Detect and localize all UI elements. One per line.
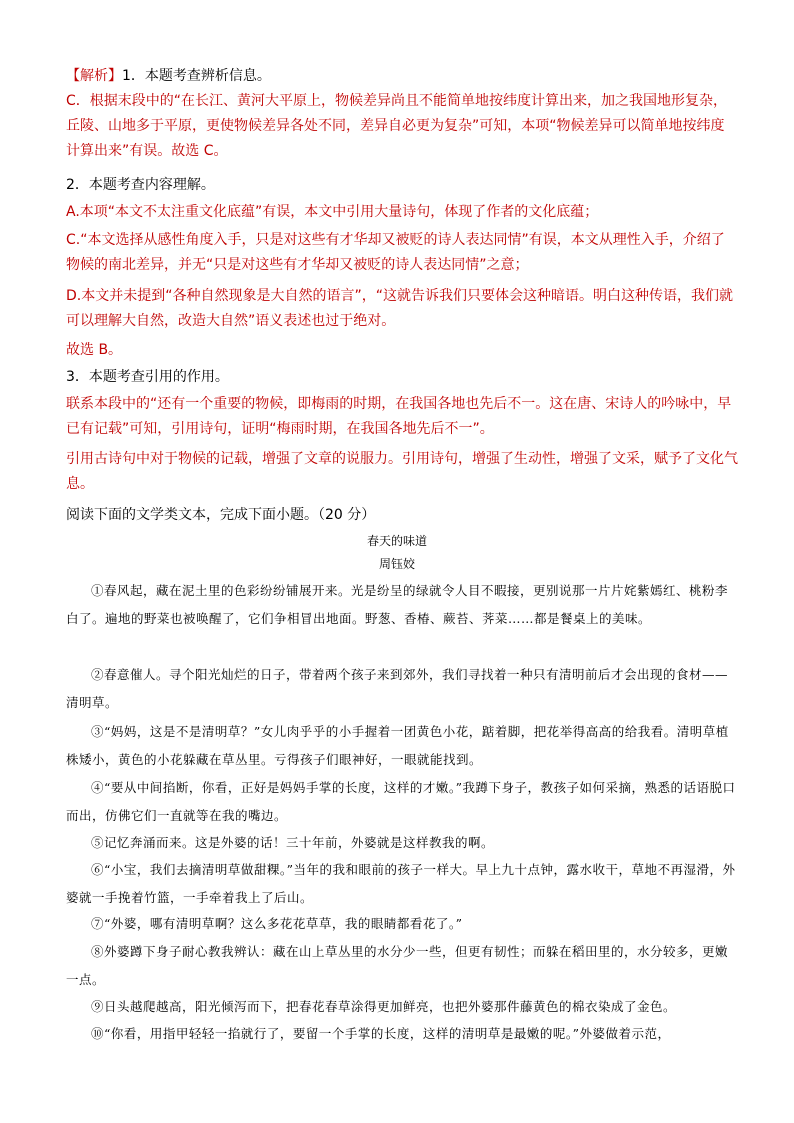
analysis-q3-effect: 引用古诗句中对于物候的记载，增强了文章的说服力。引用诗句，增强了生动性，增强了文采，赋予了文化气息。 [66,451,738,492]
analysis-q3-intro: 3．本题考查引用的作用。 [66,369,229,385]
analysis-q1-body: C．根据末段中的“在长江、黄河大平原上，物候差异尚且不能简单地按纬度计算出来，加之我国地形复杂，丘陵、山地多于平原，更使物候差异各处不同，差异自必更为复杂”可知，本项“物候差异可以简单地按纬度计算出来”有误。故选 C。 [66,93,728,159]
analysis-q2-option-d: D.本文并未提到“各种自然现象是大自然的语言”，“这就告诉我们只要体会这种暗语。明白这种传语，我们就可以理解大自然，改造大自然”语义表述也过于绝对。 [66,288,733,329]
story-paragraph-10: ⑩“你看，用指甲轻轻一掐就行了，要留一个手掌的长度，这样的清明草是最嫩的呢。”外婆做着示范， [91,1026,671,1041]
story-paragraph-2: ②春意催人。寻个阳光灿烂的日子，带着两个孩子来到郊外，我们寻找着一种只有清明前后才会出现的食材——清明草。 [66,667,729,710]
analysis-q2-answer: 故选 B。 [66,342,123,358]
story-paragraph-5: ⑤记忆奔涌而来。这是外婆的话！三十年前，外婆就是这样教我的啊。 [91,835,495,850]
analysis-q2-option-a: A.本项“本文不太注重文化底蕴”有误，本文中引用大量诗句，体现了作者的文化底蕴； [66,204,599,220]
story-paragraph-7: ⑦“外婆，哪有清明草啊？这么多花花草草，我的眼睛都看花了。” [91,916,463,931]
story-title: 春天的味道 [366,534,427,548]
analysis-q3-body: 联系本段中的“还有一个重要的物候，即梅雨的时期，在我国各地也先后不一。这在唐、宋诗人的吟咏中，早已有记载”可知，引用诗句，证明“梅雨时期，在我国各地先后不一”。 [66,396,732,437]
analysis-q2-intro: 2．本题考查内容理解。 [66,177,215,193]
analysis-q1-intro-text: 1．本题考查辨析信息。 [122,68,271,84]
story-paragraph-8: ⑧外婆蹲下身子耐心教我辨认：藏在山上草丛里的水分少一些，但更有韧性；而躲在稻田里的，水分较多，更嫩一点。 [66,944,729,987]
story-paragraph-4: ④“要从中间掐断，你看，正好是妈妈手掌的长度，这样的才嫩。”我蹲下身子，教孩子如何采摘，熟悉的话语脱口而出，仿佛它们一直就等在我的嘴边。 [66,780,736,823]
story-paragraph-6: ⑥“小宝，我们去摘清明草做甜粿。”当年的我和眼前的孩子一样大。早上九十点钟，露水收干，草地不再湿滑，外婆就一手挽着竹篮，一手牵着我上了后山。 [66,862,736,905]
story-paragraph-9: ⑨日头越爬越高，阳光倾泻而下，把春花春草涂得更加鲜亮，也把外婆那件藤黄色的棉衣染成了金色。 [91,999,677,1014]
analysis-q2-option-c: C.“本文选择从感性角度入手，只是对这些有才华却又被贬的诗人表达同情”有误，本文从理性入手，介绍了物候的南北差异，并无“只是对这些有才华却又被贬的诗人表达同情”之意； [66,232,725,273]
story-author: 周钰姣 [378,557,415,571]
analysis-q1-intro [66,64,738,89]
analysis-tag: 【解析】 [66,68,122,84]
story-paragraph-3: ③“妈妈，这是不是清明草？”女儿肉乎乎的小手握着一团黄色小花，踮着脚，把花举得高高的给我看。清明草植株矮小，黄色的小花躲藏在草丛里。亏得孩子们眼神好，一眼就能找到。 [66,724,729,767]
story-paragraph-1: ①春风起，藏在泥土里的色彩纷纷铺展开来。光是纷呈的绿就令人目不暇接，更别说那一片片姹紫嫣红、桃粉李白了。遍地的野菜也被唤醒了，它们争相冒出地面。野葱、香椿、蕨苔、荠菜……都是餐桌上的美味。 [66,583,729,626]
reading-instruction: 阅读下面的文学类文本，完成下面小题。（20 分） [66,507,376,523]
